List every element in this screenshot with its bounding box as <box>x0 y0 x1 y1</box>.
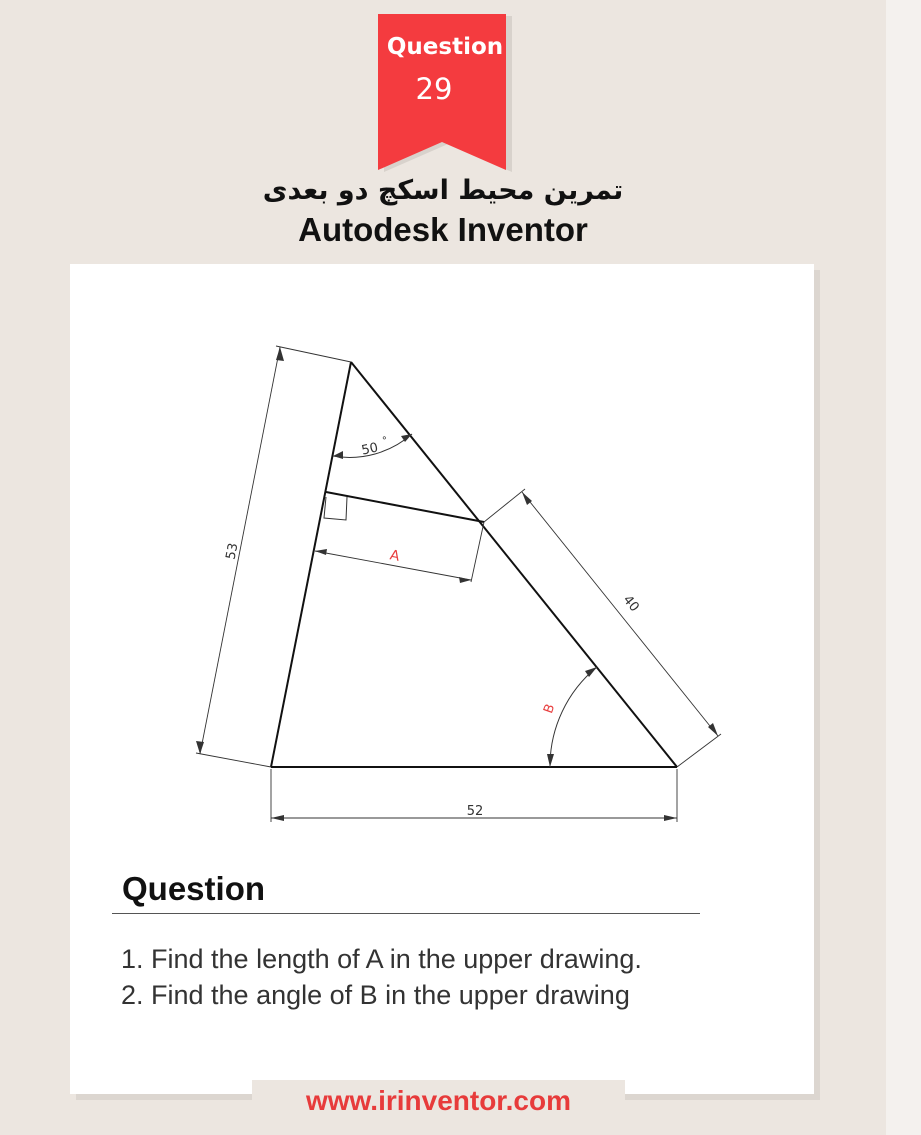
dim-left-label: 53 <box>223 541 242 561</box>
dim-bottom-label: 52 <box>466 804 484 819</box>
triangle-outline <box>271 362 677 767</box>
angle-degree-mark: ° <box>381 435 389 448</box>
website-link[interactable]: www.irinventor.com <box>305 1085 571 1116</box>
heading-divider <box>112 913 700 914</box>
page-margin-strip <box>886 0 921 1135</box>
dim-right-label: 40 <box>619 592 642 615</box>
list-item: 2. Find the angle of B in the upper drawing <box>121 980 630 1010</box>
question-list <box>121 941 642 1013</box>
footer-bar <box>252 1080 625 1124</box>
angle-50-label: 50 <box>360 440 380 459</box>
angle-b-arc <box>550 667 597 767</box>
dim-right-lines <box>484 489 721 767</box>
question-heading: Question <box>122 870 266 907</box>
triangle-drawing <box>70 264 814 844</box>
question-badge <box>378 14 512 174</box>
dim-left-lines <box>196 346 351 767</box>
content-card <box>70 264 814 1094</box>
badge-label: Question <box>386 34 504 60</box>
angle-50-label-group <box>360 435 390 458</box>
list-item: 1. Find the length of A in the upper drawing. <box>121 944 642 974</box>
page-title: Autodesk Inventor <box>298 211 588 248</box>
page-title-persian: تمرین محیط اسکچ دو بعدی <box>262 175 624 206</box>
angle-b-label: B <box>541 702 559 716</box>
right-angle-marker <box>324 497 347 520</box>
badge-number: 29 <box>415 72 453 106</box>
dim-a-label: A <box>388 547 401 565</box>
